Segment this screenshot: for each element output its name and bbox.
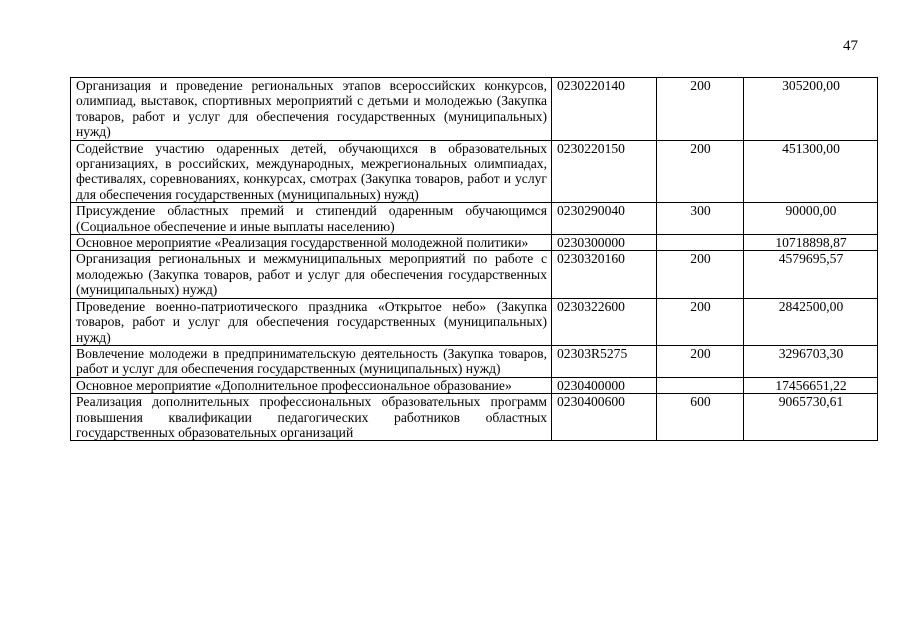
row-amount: 451300,00 <box>744 140 878 203</box>
row-expense-type: 600 <box>657 394 744 441</box>
row-expense-type <box>657 377 744 393</box>
row-expense-type <box>657 235 744 251</box>
table-row <box>71 78 878 141</box>
row-description: Основное мероприятие «Дополнительное профессиональное образование» <box>71 377 552 393</box>
row-description: Содействие участию одаренных детей, обучающихся в образовательных организациях, в российских, международных, межрегиональных олимпиадах, фестивалях, соревнованиях, конкурсах, смотрах (Закупка товаров, работ и услуг для обеспечения государственных (муниципальных) нужд) <box>71 140 552 203</box>
table-row <box>71 377 878 393</box>
row-description: Организация региональных и межмуниципальных мероприятий по работе с молодежью (Закупка товаров, работ и услуг для обеспечения государственных (муниципальных) нужд) <box>71 251 552 298</box>
page-number: 47 <box>843 38 858 54</box>
row-amount: 4579695,57 <box>744 251 878 298</box>
row-amount: 9065730,61 <box>744 394 878 441</box>
row-description: Основное мероприятие «Реализация государственной молодежной политики» <box>71 235 552 251</box>
row-expense-type: 200 <box>657 345 744 377</box>
row-code: 0230220140 <box>552 78 657 141</box>
row-code: 0230400000 <box>552 377 657 393</box>
row-code: 0230400600 <box>552 394 657 441</box>
row-amount: 2842500,00 <box>744 298 878 345</box>
row-description: Реализация дополнительных профессиональных образовательных программ повышения квалификации педагогических работников областных государственных образовательных организаций <box>71 394 552 441</box>
row-code: 02303R5275 <box>552 345 657 377</box>
table-row <box>71 298 878 345</box>
row-code: 0230220150 <box>552 140 657 203</box>
row-amount: 17456651,22 <box>744 377 878 393</box>
row-description: Организация и проведение региональных этапов всероссийских конкурсов, олимпиад, выставок, спортивных мероприятий с детьми и молодежью (Закупка товаров, работ и услуг для обеспечения государственных (муниципальных) нужд) <box>71 78 552 141</box>
row-description: Проведение военно-патриотического праздника «Открытое небо» (Закупка товаров, работ и услуг для обеспечения государственных (муниципальных) нужд) <box>71 298 552 345</box>
row-expense-type: 300 <box>657 203 744 235</box>
row-amount: 305200,00 <box>744 78 878 141</box>
row-amount: 10718898,87 <box>744 235 878 251</box>
row-amount: 90000,00 <box>744 203 878 235</box>
row-expense-type: 200 <box>657 140 744 203</box>
row-description: Вовлечение молодежи в предпринимательскую деятельность (Закупка товаров, работ и услуг для обеспечения государственных (муниципальных) нужд) <box>71 345 552 377</box>
row-expense-type: 200 <box>657 78 744 141</box>
table-row <box>71 203 878 235</box>
row-amount: 3296703,30 <box>744 345 878 377</box>
row-code: 0230300000 <box>552 235 657 251</box>
table-row <box>71 140 878 203</box>
row-expense-type: 200 <box>657 251 744 298</box>
row-code: 0230322600 <box>552 298 657 345</box>
row-description: Присуждение областных премий и стипендий одаренным обучающимся (Социальное обеспечение и иные выплаты населению) <box>71 203 552 235</box>
row-code: 0230290040 <box>552 203 657 235</box>
row-expense-type: 200 <box>657 298 744 345</box>
table-row <box>71 251 878 298</box>
row-code: 0230320160 <box>552 251 657 298</box>
table-row <box>71 394 878 441</box>
table-row <box>71 345 878 377</box>
table-row <box>71 235 878 251</box>
budget-table <box>70 77 878 441</box>
